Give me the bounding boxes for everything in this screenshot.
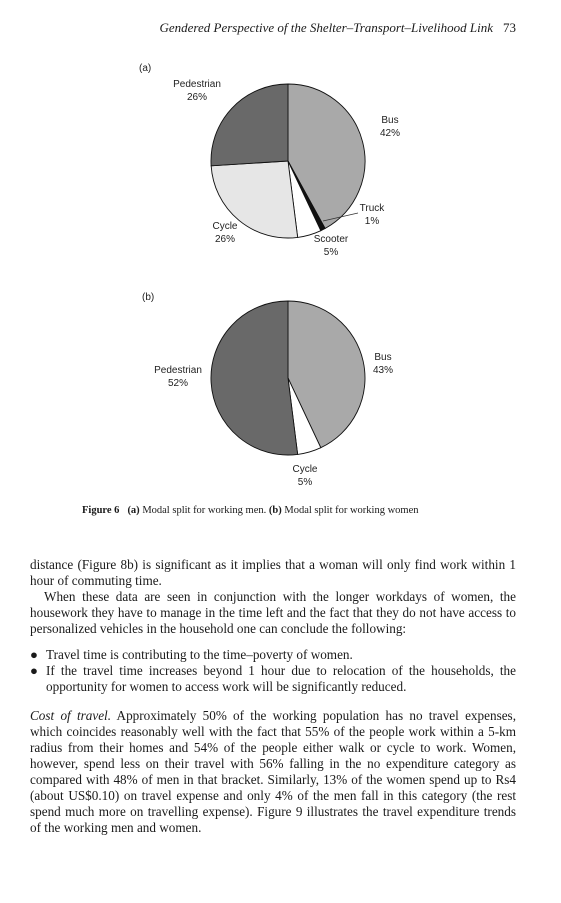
panel-label-b: (b) (142, 292, 155, 303)
pct-b-pedestrian: 52% (167, 378, 189, 389)
list-item-text: If the travel time increases beyond 1 hour due to relocation of the households, the opportunity for women to access work will be significantly reduced. (46, 663, 516, 694)
pie-a-slice-pedestrian (211, 84, 288, 166)
bullet-list (30, 647, 516, 695)
run-in-heading: Cost of travel. (30, 708, 112, 723)
caption-marker-a: (a) (127, 505, 140, 516)
pie-b-slice-pedestrian (211, 301, 298, 455)
paragraph-2: When these data are seen in conjunction with the longer workdays of women, the housework they have to manage in the time left and the fact that they do not have access to personalized vehicles in the household one can conclude the following: (30, 589, 516, 636)
pct-a-bus: 42% (379, 128, 401, 139)
body-text (30, 557, 516, 836)
paragraph-1: distance (Figure 8b) is significant as it implies that a woman will only find work within 1 hour of commuting time. (30, 557, 516, 588)
list-item (30, 647, 516, 663)
label-a-cycle: Cycle (212, 221, 238, 232)
caption-text-b: Modal split for working women (281, 505, 419, 516)
bullet-icon: ● (30, 663, 38, 678)
panel-label-a: (a) (139, 63, 152, 74)
figure-label: Figure 6 (82, 505, 120, 516)
pct-b-bus: 43% (372, 365, 394, 376)
paragraph-3 (30, 708, 516, 836)
caption-marker-b: (b) (268, 505, 282, 516)
label-a-scooter: Scooter (313, 234, 349, 245)
pct-a-pedestrian: 26% (186, 92, 208, 103)
label-a-pedestrian: Pedestrian (173, 79, 221, 90)
figure-caption (82, 505, 522, 516)
caption-text-a: Modal split for working men. (139, 505, 269, 516)
pie-chart-women (0, 290, 561, 495)
list-item (30, 663, 516, 695)
running-header-title: Gendered Perspective of the Shelter–Transport–Livelihood Link (159, 20, 493, 35)
label-b-bus: Bus (374, 352, 392, 363)
list-item-text: Travel time is contributing to the time–poverty of women. (46, 647, 353, 662)
pie-chart-men (0, 55, 561, 290)
pct-a-scooter: 5% (323, 247, 339, 258)
pct-b-cycle: 5% (297, 477, 313, 488)
running-header (0, 20, 516, 36)
bullet-icon: ● (30, 647, 38, 662)
paragraph-3-text: Approximately 50% of the working population has no travel expenses, which coincides reasonably well with the fact that 55% of the people work within a 5-km radius from their homes and 54% of the people either walk or cycle to work. Women, however, spend less on their travel with 56% falling in the no expenditure category as compared with 48% of men in that bracket. Similarly, 13% of the women spend up to Rs4 (about US$0.10) on travel expense and only 4% of the men fall in this category (the rest spend much more on travelling expense). Figure 9 illustrates the travel expenditure trends of the working men and women. (30, 708, 516, 835)
page-number: 73 (503, 20, 516, 35)
pct-a-cycle: 26% (214, 234, 236, 245)
label-b-pedestrian: Pedestrian (154, 365, 202, 376)
label-a-bus: Bus (381, 115, 399, 126)
label-a-truck: Truck (359, 203, 385, 214)
pct-a-truck: 1% (364, 216, 380, 227)
label-b-cycle: Cycle (292, 464, 318, 475)
